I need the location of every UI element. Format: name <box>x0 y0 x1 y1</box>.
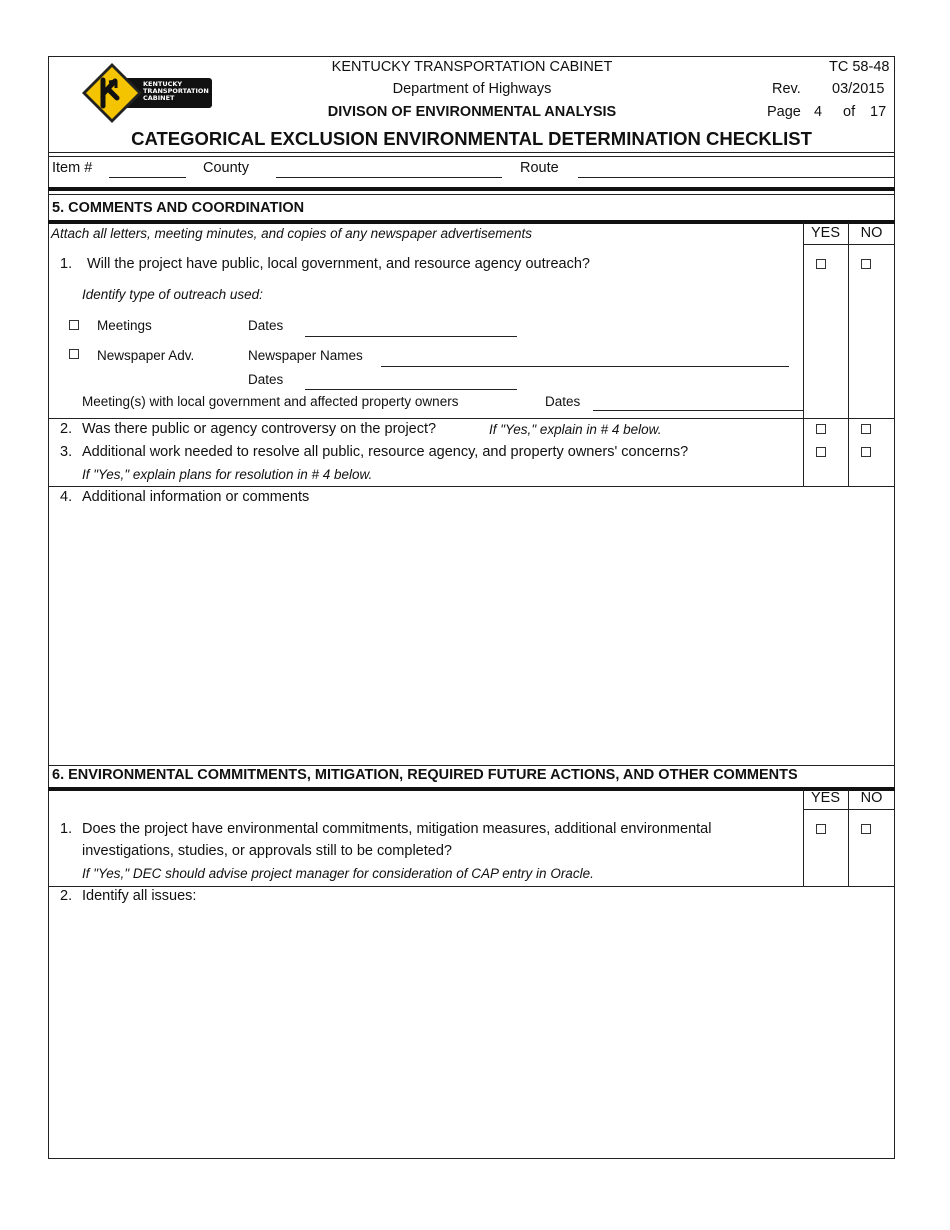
s6-q1-line2: investigations, studies, or approvals still to be completed? <box>82 843 452 859</box>
meetings-dates-label: Dates <box>248 318 284 333</box>
rev-label: Rev. <box>772 81 801 97</box>
section5-no-header: NO <box>860 225 883 241</box>
s5-q2-note: If "Yes," explain in # 4 below. <box>489 422 662 437</box>
newspaper-names-line[interactable] <box>381 366 789 367</box>
s6-q2-text: Identify all issues: <box>82 888 197 904</box>
local-meetings-dates-line[interactable] <box>593 410 803 411</box>
county-input-line[interactable] <box>276 177 502 178</box>
local-meetings-dates-label: Dates <box>545 394 581 409</box>
division-name: DIVISON OF ENVIRONMENTAL ANALYSIS <box>327 104 617 120</box>
section5-title: 5. COMMENTS AND COORDINATION <box>52 200 305 216</box>
s6-q1-no-checkbox[interactable] <box>861 824 871 834</box>
s5-q3-yes-checkbox[interactable] <box>816 447 826 457</box>
local-meetings-label: Meeting(s) with local government and affected property owners <box>82 394 459 409</box>
item-input-line[interactable] <box>109 177 186 178</box>
form-number: TC 58-48 <box>829 59 890 75</box>
meetings-label: Meetings <box>97 318 152 333</box>
s5-q1-no-checkbox[interactable] <box>861 259 871 269</box>
route-label: Route <box>520 160 559 176</box>
department-name: Department of Highways <box>392 81 552 97</box>
s6-q1-note: If "Yes," DEC should advise project manager for consideration of CAP entry in Oracle. <box>82 866 594 881</box>
s5-q1-yes-checkbox[interactable] <box>816 259 826 269</box>
page-label: Page <box>767 104 801 120</box>
newspaper-adv-label: Newspaper Adv. <box>97 348 195 363</box>
s5-q3-note: If "Yes," explain plans for resolution in # 4 below. <box>82 467 373 482</box>
newspaper-names-label: Newspaper Names <box>248 348 363 363</box>
s6-issues-area[interactable] <box>50 910 893 1156</box>
outreach-type-label: Identify type of outreach used: <box>82 287 263 302</box>
newspaper-dates-line[interactable] <box>305 389 517 390</box>
newspaper-adv-checkbox[interactable] <box>69 349 79 359</box>
s5-q3-number: 3. <box>60 444 73 460</box>
logo-text-line3: CABINET <box>143 94 175 102</box>
section6-no-header: NO <box>860 790 883 806</box>
s6-q1-number: 1. <box>60 821 73 837</box>
s6-q2-number: 2. <box>60 888 73 904</box>
page-total: 17 <box>870 104 887 120</box>
s5-q2-number: 2. <box>60 421 73 437</box>
s6-q1-yes-checkbox[interactable] <box>816 824 826 834</box>
agency-name: KENTUCKY TRANSPORTATION CABINET <box>331 59 613 75</box>
newspaper-dates-label: Dates <box>248 372 284 387</box>
meetings-checkbox[interactable] <box>69 320 79 330</box>
s5-q3-text: Additional work needed to resolve all public, resource agency, and property owners' concerns? <box>82 444 689 460</box>
meetings-dates-line[interactable] <box>305 336 517 337</box>
route-input-line[interactable] <box>578 177 895 178</box>
item-label: Item # <box>52 160 93 176</box>
s5-q4-number: 4. <box>60 489 73 505</box>
s5-q2-no-checkbox[interactable] <box>861 424 871 434</box>
form-title: CATEGORICAL EXCLUSION ENVIRONMENTAL DETERMINATION CHECKLIST <box>131 128 812 149</box>
county-label: County <box>203 160 249 176</box>
s5-q3-no-checkbox[interactable] <box>861 447 871 457</box>
page-of: of <box>843 104 856 120</box>
s5-q4-text: Additional information or comments <box>82 489 310 505</box>
rev-date: 03/2015 <box>832 81 885 97</box>
logo-text-line2: TRANSPORTATION <box>143 87 209 95</box>
s5-q1-number: 1. <box>60 256 73 272</box>
s5-q1-text: Will the project have public, local government, and resource agency outreach? <box>87 256 590 272</box>
s6-q1-line1: Does the project have environmental commitments, mitigation measures, additional environmental <box>82 821 712 837</box>
ktc-logo <box>82 62 214 124</box>
s5-q2-yes-checkbox[interactable] <box>816 424 826 434</box>
logo-text-line1: KENTUCKY <box>143 80 183 88</box>
section6-title: 6. ENVIRONMENTAL COMMITMENTS, MITIGATION, REQUIRED FUTURE ACTIONS, AND OTHER COMMENTS <box>52 767 798 783</box>
section5-yes-header: YES <box>810 225 840 241</box>
s5-comments-area[interactable] <box>50 510 893 764</box>
s5-q2-text: Was there public or agency controversy on the project? <box>82 421 437 437</box>
section6-yes-header: YES <box>810 790 840 806</box>
page-current: 4 <box>814 104 823 120</box>
section5-instruction: Attach all letters, meeting minutes, and copies of any newspaper advertisements <box>51 226 533 241</box>
